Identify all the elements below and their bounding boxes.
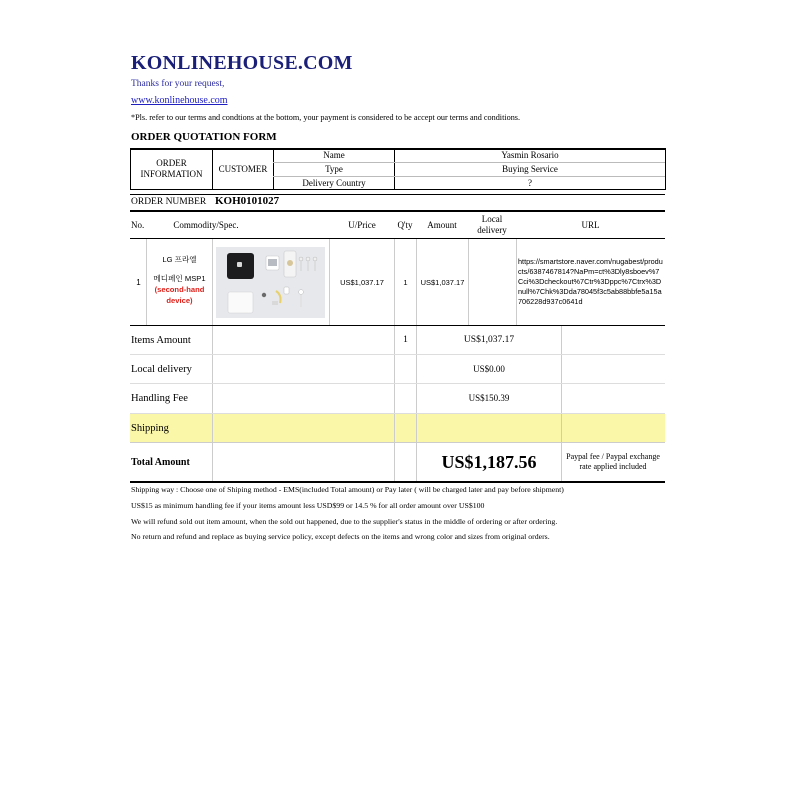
col-header-commodity: Commodity/Spec. (173, 219, 239, 230)
item-col-divider (516, 239, 517, 325)
note-handling-fee: US$15 as minimum handling fee if your items amount less USD$99 or 14.5 % for all order amount over US$100 (131, 501, 485, 510)
name-label: Name (323, 150, 345, 160)
order-info-right-border (665, 148, 666, 190)
item-name-line2: 메디페인 MSP1 (153, 274, 206, 283)
note-return-policy: No return and refund and replace as buying service policy, except defects on the items and wrong color and sizes from original orders. (131, 532, 550, 541)
items-amount-qty: 1 (403, 334, 408, 345)
col-header-qty: Q'ty (397, 219, 413, 230)
order-info-bottom-border (130, 189, 665, 190)
form-title: ORDER QUOTATION FORM (131, 131, 277, 143)
shipping-value (417, 414, 561, 442)
handling-fee-value: US$150.39 (468, 393, 510, 403)
item-local-delivery (469, 239, 516, 325)
order-info-label: ORDER INFORMATION (140, 158, 203, 179)
col-header-url: URL (581, 219, 600, 230)
order-number-value: KOH0101027 (215, 195, 280, 207)
col-header-local-delivery: Local delivery (477, 214, 507, 235)
item-name-line1: LG 프라엘 (162, 255, 197, 264)
terms-note: *Pls. refer to our terms and condtions at the bottom, your payment is considered to be accept our terms and conditions. (131, 113, 521, 122)
summary-col-divider (212, 326, 213, 482)
local-delivery-value: US$0.00 (473, 363, 505, 374)
delivery-country-value: ? (528, 177, 532, 188)
items-amount-value: US$1,037.17 (463, 334, 515, 345)
order-number-label: ORDER NUMBER (131, 197, 207, 207)
col-header-amount: Amount (427, 219, 457, 230)
item-col-divider (212, 239, 213, 325)
name-value: Yasmin Rosario (501, 150, 559, 160)
order-number-top-border (130, 194, 665, 195)
type-label: Type (325, 164, 343, 174)
total-amount-label: Total Amount (131, 456, 190, 468)
item-url[interactable]: https://smartstore.naver.com/nugabest/products/6387467814?NaPm=ct%3Dly8sboev%7Cci%3Dcheckout%7Ctr%3Dppc%7Ctrx%3Dnull%7Chk%3Dda78045f3c5ab88bbfe5a15a706228d937c0641d (518, 257, 663, 306)
item-uprice: US$1,037.17 (340, 277, 384, 287)
product-image (216, 247, 325, 318)
item-condition: (second-hand device) (154, 285, 205, 305)
note-shipping-way: Shipping way : Choose one of Shiping method - EMS(included Total amount) or Pay later ( will be charged later and pay before shipment) (131, 485, 564, 494)
item-amount: US$1,037.17 (420, 277, 465, 287)
thanks-text: Thanks for your request, (131, 79, 225, 89)
summary-bottom-border (130, 481, 665, 483)
item-no: 1 (136, 277, 141, 287)
site-link[interactable]: www.konlinehouse.com (131, 95, 228, 106)
total-amount-note: Paypal fee / Paypal exchange rate applied included (566, 452, 660, 471)
item-commodity (147, 254, 212, 306)
customer-label: CUSTOMER (218, 163, 268, 174)
shipping-label: Shipping (131, 422, 169, 434)
local-delivery-label: Local delivery (131, 363, 192, 375)
site-title: KONLINEHOUSE.COM (131, 52, 353, 74)
note-refund: We will refund sold out item amount, when the sold out happened, due to the supplier's status in the middle of ordering or after ordering. (131, 517, 558, 526)
col-header-no: No. (131, 219, 145, 230)
total-amount-value: US$1,187.56 (441, 451, 537, 472)
col-header-uprice: U/Price (348, 219, 376, 230)
handling-fee-label: Handling Fee (131, 393, 188, 404)
items-amount-label: Items Amount (131, 334, 191, 346)
delivery-country-label: Delivery Country (302, 177, 366, 188)
type-value: Buying Service (502, 164, 558, 174)
item-qty: 1 (403, 277, 408, 287)
